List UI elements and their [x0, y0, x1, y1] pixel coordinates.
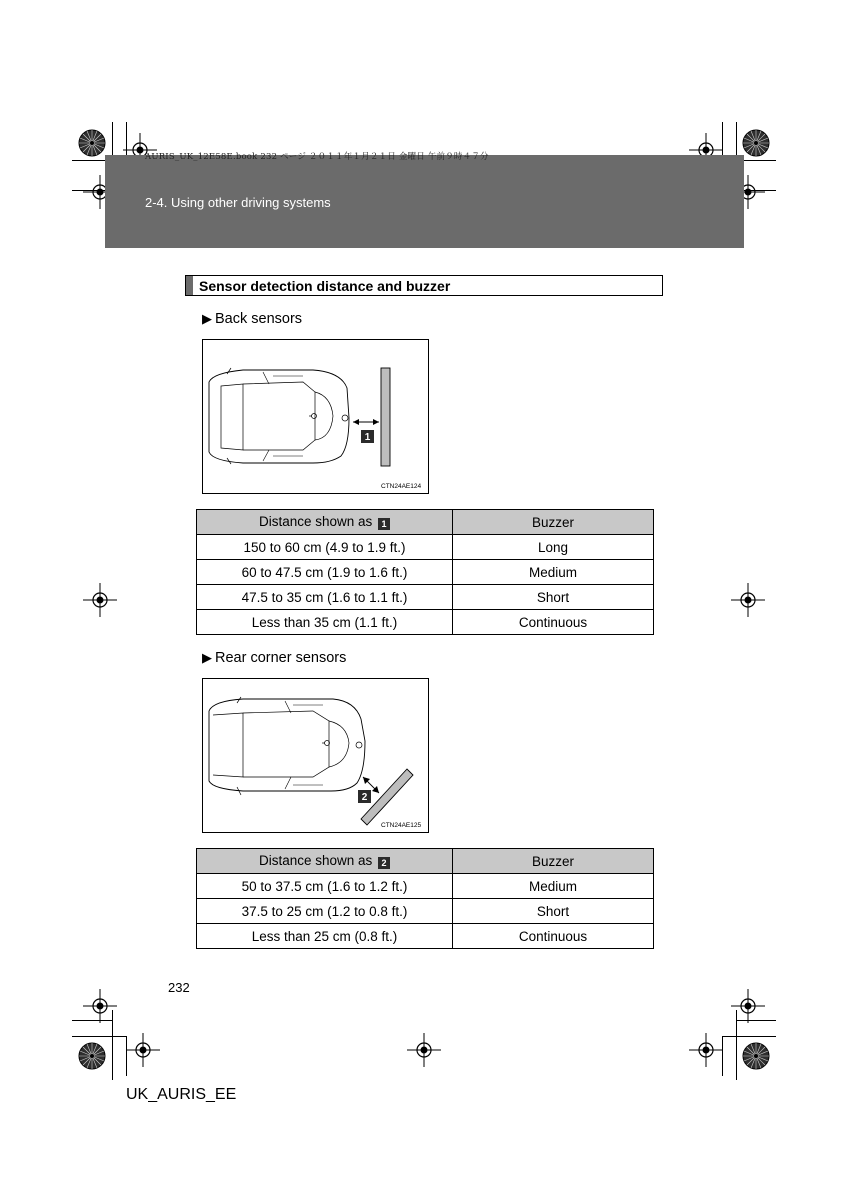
- registration-target: [83, 989, 117, 1023]
- buzzer-cell: Continuous: [453, 924, 654, 949]
- col-distance-header: Distance shown as 2: [197, 849, 453, 874]
- distance-cell: Less than 35 cm (1.1 ft.): [197, 610, 453, 635]
- registration-starburst: [79, 1043, 105, 1069]
- table-row: [197, 874, 654, 899]
- registration-target: [731, 583, 765, 617]
- registration-target: [83, 583, 117, 617]
- col-buzzer-header: Buzzer: [453, 510, 654, 535]
- document-code: UK_AURIS_EE: [126, 1086, 237, 1103]
- triangle-bullet-icon: ▶: [202, 311, 212, 326]
- registration-target: [126, 1033, 160, 1067]
- buzzer-cell: Continuous: [453, 610, 654, 635]
- page-number: 232: [168, 980, 190, 995]
- table-row: [197, 560, 654, 585]
- col-buzzer-header: Buzzer: [453, 849, 654, 874]
- callout-ref-icon: 2: [378, 857, 390, 869]
- print-metadata: AURIS_UK_12E58E.book 232 ページ ２０１１年１月２１日 金曜日 午前９時４７分: [145, 152, 489, 162]
- back-sensors-table: [196, 509, 654, 635]
- registration-target: [689, 1033, 723, 1067]
- registration-starburst: [79, 130, 105, 156]
- registration-starburst: [743, 130, 769, 156]
- back-sensors-label: Back sensors: [215, 311, 303, 327]
- col-distance-header: Distance shown as 1: [197, 510, 453, 535]
- back-sensors-figure: [202, 339, 429, 494]
- buzzer-cell: Short: [453, 899, 654, 924]
- rear-corner-sensors-table: [196, 848, 654, 949]
- registration-target: [407, 1033, 441, 1067]
- car-rear-diagram: [203, 340, 430, 495]
- car-corner-diagram: [203, 679, 430, 834]
- registration-starburst: [743, 1043, 769, 1069]
- section-heading-box: [185, 275, 663, 296]
- callout-label: 1: [364, 432, 371, 443]
- table-header-row: [197, 510, 654, 535]
- triangle-bullet-icon: ▶: [202, 650, 212, 665]
- distance-cell: Less than 25 cm (0.8 ft.): [197, 924, 453, 949]
- distance-cell: 150 to 60 cm (4.9 to 1.9 ft.): [197, 535, 453, 560]
- distance-cell: 47.5 to 35 cm (1.6 to 1.1 ft.): [197, 585, 453, 610]
- distance-cell: 60 to 47.5 cm (1.9 to 1.6 ft.): [197, 560, 453, 585]
- back-sensors-heading: [202, 311, 302, 327]
- distance-cell: 50 to 37.5 cm (1.6 to 1.2 ft.): [197, 874, 453, 899]
- table-row: [197, 924, 654, 949]
- rear-corner-sensors-heading: [202, 650, 346, 666]
- table-row: [197, 535, 654, 560]
- figure-code: CTN24AE125: [381, 822, 422, 829]
- registration-target: [731, 989, 765, 1023]
- rear-corner-sensors-label: Rear corner sensors: [215, 650, 347, 666]
- distance-cell: 37.5 to 25 cm (1.2 to 0.8 ft.): [197, 899, 453, 924]
- section-title: 2-4. Using other driving systems: [145, 195, 331, 210]
- callout-label: 2: [361, 792, 368, 803]
- table-row: [197, 585, 654, 610]
- buzzer-cell: Medium: [453, 560, 654, 585]
- section-heading: Sensor detection distance and buzzer: [199, 278, 451, 294]
- callout-ref-icon: 1: [378, 518, 390, 530]
- buzzer-cell: Long: [453, 535, 654, 560]
- table-row: [197, 899, 654, 924]
- table-header-row: [197, 849, 654, 874]
- figure-code: CTN24AE124: [381, 483, 422, 490]
- buzzer-cell: Short: [453, 585, 654, 610]
- table-row: [197, 610, 654, 635]
- heading-accent-bar: [186, 276, 193, 295]
- rear-corner-sensors-figure: [202, 678, 429, 833]
- buzzer-cell: Medium: [453, 874, 654, 899]
